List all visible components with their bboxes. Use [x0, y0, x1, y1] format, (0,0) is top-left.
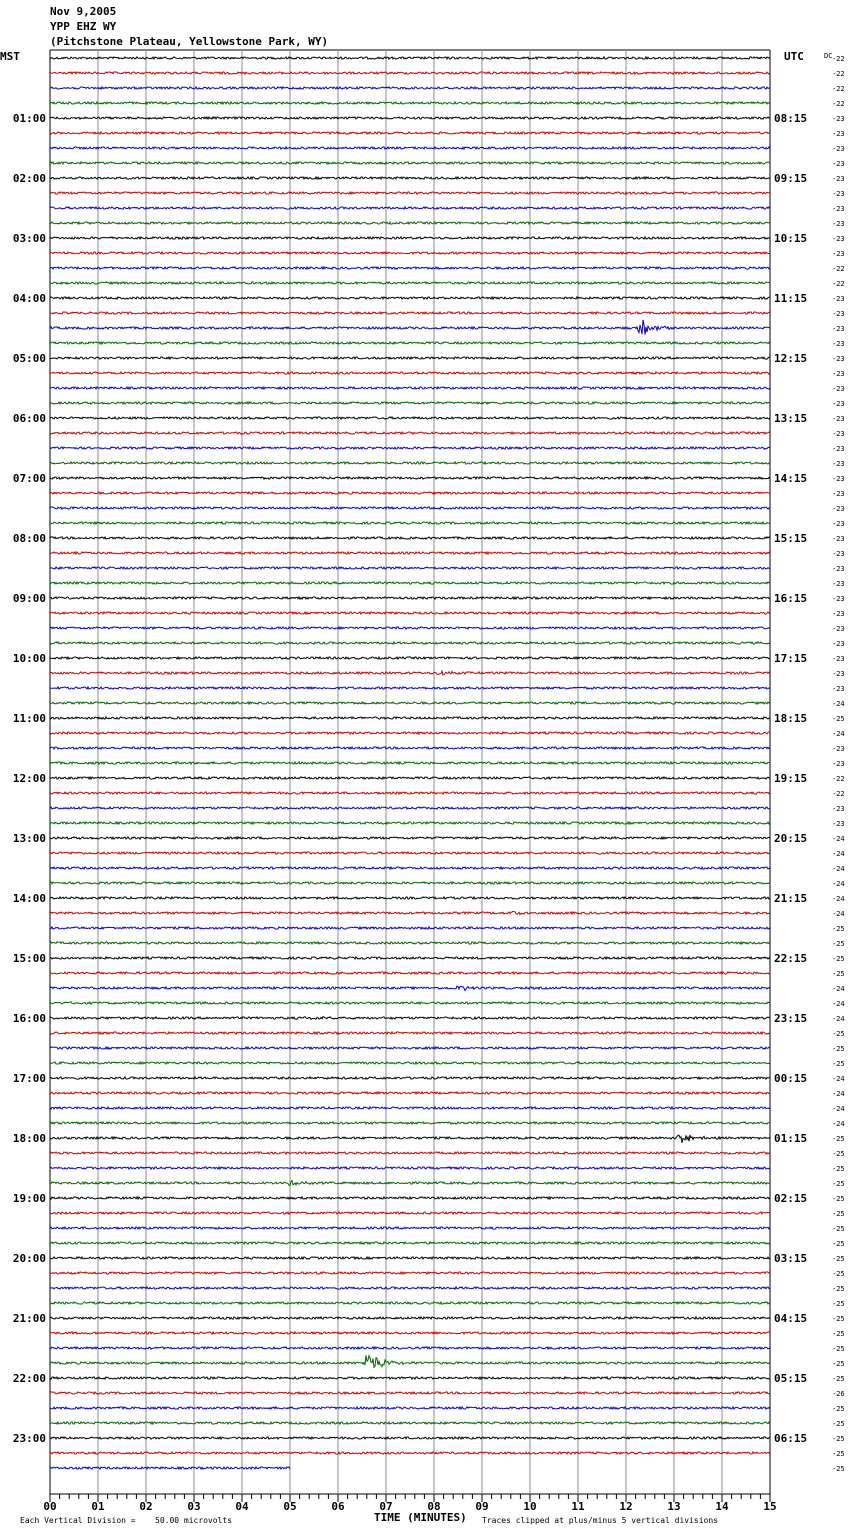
- trace-row: [50, 837, 770, 839]
- trace-row: [50, 162, 770, 164]
- trace-row: [50, 87, 770, 89]
- dc-offset-label: -22: [832, 265, 845, 273]
- right-hour-label: 19:15: [774, 772, 808, 785]
- right-hour-label: 18:15: [774, 712, 808, 725]
- dc-offset-label: -23: [832, 370, 845, 378]
- trace-row: [50, 507, 770, 509]
- dc-offset-label: -22: [832, 280, 845, 288]
- x-tick-label: 13: [667, 1500, 681, 1513]
- dc-offset-label: -23: [832, 670, 845, 678]
- scale-value: 50.00 microvolts: [155, 1516, 233, 1525]
- dc-offset-label: -23: [832, 385, 845, 393]
- right-hour-label: 02:15: [774, 1192, 808, 1205]
- left-hour-label: 03:00: [12, 232, 46, 245]
- dc-offset-label: -25: [832, 1240, 845, 1248]
- trace-row: [50, 342, 770, 344]
- dc-offset-label: -23: [832, 400, 845, 408]
- dc-offset-label: -23: [832, 235, 845, 243]
- right-hour-label: 21:15: [774, 892, 808, 905]
- dc-offset-label: -23: [832, 145, 845, 153]
- dc-offset-label: -22: [832, 70, 845, 78]
- x-tick-label: 12: [619, 1500, 633, 1513]
- trace-row: [50, 911, 770, 914]
- trace-row: [50, 582, 770, 584]
- dc-offset-label: -23: [832, 520, 845, 528]
- right-hour-label: 04:15: [774, 1312, 808, 1325]
- right-hour-label: 05:15: [774, 1372, 808, 1385]
- trace-row: [50, 972, 770, 974]
- dc-offset-header: DC: [824, 52, 833, 60]
- dc-offset-label: -23: [832, 640, 845, 648]
- x-tick-label: 06: [331, 1500, 345, 1513]
- trace-row: [50, 357, 770, 359]
- trace-row: [50, 207, 770, 209]
- trace-row: [50, 1422, 770, 1424]
- left-hour-label: 06:00: [12, 412, 46, 425]
- trace-row: [50, 1212, 770, 1214]
- dc-offset-label: -24: [832, 1090, 845, 1098]
- dc-offset-label: -25: [832, 1060, 845, 1068]
- trace-row: [50, 762, 770, 764]
- left-hour-label: 22:00: [12, 1372, 46, 1385]
- trace-row: [50, 1347, 770, 1349]
- dc-offset-label: -25: [832, 970, 845, 978]
- trace-row: [50, 1227, 770, 1229]
- left-hour-label: 08:00: [12, 532, 46, 545]
- dc-offset-label: -23: [832, 460, 845, 468]
- dc-offset-label: -23: [832, 295, 845, 303]
- x-tick-label: 02: [139, 1500, 153, 1513]
- trace-row: [50, 267, 770, 269]
- dc-offset-label: -23: [832, 130, 845, 138]
- right-timezone-label: UTC: [784, 50, 804, 63]
- dc-offset-label: -23: [832, 580, 845, 588]
- trace-row: [50, 1107, 770, 1109]
- trace-row: [50, 1332, 770, 1334]
- dc-offset-label: -25: [832, 1270, 845, 1278]
- x-tick-label: 10: [523, 1500, 537, 1513]
- dc-offset-label: -23: [832, 355, 845, 363]
- trace-row: [50, 477, 770, 479]
- trace-row: [50, 1017, 770, 1020]
- dc-offset-label: -23: [832, 325, 845, 333]
- trace-row: [50, 1287, 770, 1289]
- dc-offset-label: -23: [832, 760, 845, 768]
- trace-row: [50, 1122, 770, 1124]
- dc-offset-label: -23: [832, 625, 845, 633]
- dc-offset-label: -22: [832, 790, 845, 798]
- station-code: YPP EHZ WY: [50, 20, 117, 33]
- left-hour-label: 19:00: [12, 1192, 46, 1205]
- dc-offset-label: -24: [832, 880, 845, 888]
- trace-row: [50, 642, 770, 644]
- left-hour-label: 07:00: [12, 472, 46, 485]
- right-hour-label: 20:15: [774, 832, 808, 845]
- right-hour-label: 06:15: [774, 1432, 808, 1445]
- trace-row: [50, 747, 770, 749]
- dc-offset-label: -23: [832, 205, 845, 213]
- trace-row: [50, 882, 770, 884]
- trace-row: [50, 222, 770, 224]
- left-hour-label: 09:00: [12, 592, 46, 605]
- trace-row: [50, 612, 770, 614]
- trace-row: [50, 312, 770, 314]
- dc-offset-label: -25: [832, 1450, 845, 1458]
- dc-offset-label: -23: [832, 220, 845, 228]
- trace-row: [50, 1437, 770, 1439]
- dc-offset-label: -25: [832, 1030, 845, 1038]
- trace-row: [50, 732, 770, 734]
- trace-row: [50, 702, 770, 704]
- left-hour-label: 14:00: [12, 892, 46, 905]
- trace-row: [50, 1062, 770, 1064]
- dc-offset-label: -25: [832, 1285, 845, 1293]
- trace-row: [50, 177, 770, 179]
- left-hour-label: 23:00: [12, 1432, 46, 1445]
- x-tick-label: 01: [91, 1500, 105, 1513]
- trace-row: [50, 432, 770, 434]
- trace-row: [50, 1047, 770, 1049]
- dc-offset-label: -23: [832, 160, 845, 168]
- dc-offset-label: -23: [832, 535, 845, 543]
- right-hour-label: 23:15: [774, 1012, 808, 1025]
- trace-row: [50, 237, 770, 239]
- dc-offset-label: -25: [832, 940, 845, 948]
- trace-row: [50, 57, 770, 59]
- x-tick-label: 15: [763, 1500, 777, 1513]
- right-hour-label: 01:15: [774, 1132, 808, 1145]
- right-hour-label: 13:15: [774, 412, 808, 425]
- dc-offset-label: -24: [832, 1105, 845, 1113]
- right-hour-label: 12:15: [774, 352, 808, 365]
- dc-offset-label: -24: [832, 985, 845, 993]
- trace-row: [50, 942, 770, 944]
- trace-row: [50, 282, 770, 284]
- trace-row: [50, 1092, 770, 1094]
- dc-offset-label: -23: [832, 430, 845, 438]
- dc-offset-label: -23: [832, 505, 845, 513]
- dc-offset-label: -24: [832, 1120, 845, 1128]
- trace-row: [50, 567, 770, 569]
- dc-offset-label: -23: [832, 745, 845, 753]
- right-hour-label: 14:15: [774, 472, 808, 485]
- trace-row: [50, 1355, 770, 1367]
- dc-offset-label: -25: [832, 1435, 845, 1443]
- right-hour-label: 08:15: [774, 112, 808, 125]
- dc-offset-label: -25: [832, 1360, 845, 1368]
- dc-offset-label: -25: [832, 1375, 845, 1383]
- station-location: (Pitchstone Plateau, Yellowstone Park, WY): [50, 35, 329, 48]
- left-hour-label: 02:00: [12, 172, 46, 185]
- dc-offset-label: -25: [832, 715, 845, 723]
- dc-offset-label: -25: [832, 1225, 845, 1233]
- trace-row: [50, 117, 770, 119]
- trace-row: [50, 897, 770, 899]
- trace-row: [50, 1002, 770, 1004]
- trace-row: [50, 552, 770, 554]
- dc-offset-label: -25: [832, 1045, 845, 1053]
- trace-row: [50, 1272, 770, 1274]
- trace-row: [50, 522, 770, 524]
- trace-row: [50, 777, 770, 779]
- dc-offset-label: -23: [832, 340, 845, 348]
- x-tick-label: 11: [571, 1500, 585, 1513]
- trace-row: [50, 72, 770, 74]
- dc-offset-label: -24: [832, 865, 845, 873]
- x-tick-label: 00: [43, 1500, 57, 1513]
- dc-offset-label: -24: [832, 895, 845, 903]
- dc-offset-label: -26: [832, 1390, 845, 1398]
- trace-row: [50, 387, 770, 389]
- trace-row: [50, 1377, 770, 1379]
- dc-offset-label: -25: [832, 1330, 845, 1338]
- right-hour-label: 11:15: [774, 292, 808, 305]
- x-tick-label: 14: [715, 1500, 729, 1513]
- dc-offset-label: -25: [832, 1315, 845, 1323]
- trace-row: [50, 1077, 770, 1079]
- trace-row: [50, 687, 770, 689]
- trace-row: [50, 297, 770, 299]
- dc-offset-label: -22: [832, 55, 845, 63]
- left-hour-label: 18:00: [12, 1132, 46, 1145]
- trace-row: [50, 927, 770, 929]
- trace-row: [50, 717, 770, 719]
- dc-offset-label: -23: [832, 595, 845, 603]
- trace-row: [50, 1242, 770, 1244]
- dc-offset-label: -23: [832, 610, 845, 618]
- left-hour-label: 10:00: [12, 652, 46, 665]
- trace-row: [50, 1302, 770, 1304]
- left-hour-label: 20:00: [12, 1252, 46, 1265]
- trace-row: [50, 1452, 770, 1454]
- scale-prefix: Each Vertical Division =: [20, 1516, 136, 1525]
- dc-offset-label: -23: [832, 475, 845, 483]
- dc-offset-label: -23: [832, 685, 845, 693]
- x-tick-label: 05: [283, 1500, 297, 1513]
- trace-row: [50, 462, 770, 464]
- dc-offset-label: -25: [832, 1195, 845, 1203]
- right-hour-label: 17:15: [774, 652, 808, 665]
- x-tick-label: 09: [475, 1500, 489, 1513]
- dc-offset-label: -23: [832, 190, 845, 198]
- dc-offset-label: -25: [832, 1345, 845, 1353]
- dc-offset-label: -22: [832, 85, 845, 93]
- dc-offset-label: -25: [832, 1255, 845, 1263]
- trace-row: [50, 1197, 770, 1199]
- x-tick-label: 04: [235, 1500, 249, 1513]
- left-hour-label: 04:00: [12, 292, 46, 305]
- trace-row: [50, 372, 770, 374]
- x-axis-title: TIME (MINUTES): [374, 1511, 467, 1524]
- trace-row: [50, 492, 770, 494]
- dc-offset-label: -24: [832, 850, 845, 858]
- dc-offset-label: -23: [832, 250, 845, 258]
- right-hour-label: 00:15: [774, 1072, 808, 1085]
- left-hour-label: 01:00: [12, 112, 46, 125]
- right-hour-label: 03:15: [774, 1252, 808, 1265]
- left-hour-label: 16:00: [12, 1012, 46, 1025]
- dc-offset-label: -24: [832, 910, 845, 918]
- trace-row: [50, 447, 770, 449]
- trace-row: [50, 1257, 770, 1259]
- dc-offset-label: -25: [832, 955, 845, 963]
- right-hour-label: 16:15: [774, 592, 808, 605]
- trace-row: [50, 320, 770, 335]
- left-hour-label: 05:00: [12, 352, 46, 365]
- dc-offset-label: -24: [832, 835, 845, 843]
- trace-row: [50, 957, 770, 959]
- dc-offset-label: -23: [832, 115, 845, 123]
- trace-row: [50, 657, 770, 659]
- dc-offset-label: -23: [832, 550, 845, 558]
- trace-row: [50, 671, 770, 675]
- trace-row: [50, 852, 770, 854]
- trace-row: [50, 867, 770, 869]
- dc-offset-label: -24: [832, 730, 845, 738]
- trace-row: [50, 1032, 770, 1034]
- record-date: Nov 9,2005: [50, 5, 117, 18]
- trace-row: [50, 1407, 770, 1409]
- dc-offset-label: -25: [832, 1405, 845, 1413]
- trace-row: [50, 807, 770, 809]
- dc-offset-label: -25: [832, 1420, 845, 1428]
- left-hour-label: 15:00: [12, 952, 46, 965]
- left-hour-label: 12:00: [12, 772, 46, 785]
- trace-row: [50, 1181, 770, 1186]
- dc-offset-label: -23: [832, 490, 845, 498]
- dc-offset-label: -24: [832, 700, 845, 708]
- trace-row: [50, 1317, 770, 1319]
- clip-note: Traces clipped at plus/minus 5 vertical divisions: [482, 1516, 719, 1525]
- trace-row: [50, 1167, 770, 1169]
- left-timezone-label: MST: [0, 50, 20, 63]
- dc-offset-label: -23: [832, 820, 845, 828]
- trace-row: [50, 1152, 770, 1154]
- trace-row: [50, 986, 770, 990]
- dc-offset-label: -24: [832, 1000, 845, 1008]
- right-hour-label: 10:15: [774, 232, 808, 245]
- trace-row: [50, 1135, 770, 1143]
- trace-row: [50, 192, 770, 194]
- dc-offset-label: -25: [832, 1210, 845, 1218]
- right-hour-label: 22:15: [774, 952, 808, 965]
- trace-row: [50, 102, 770, 104]
- dc-offset-label: -25: [832, 1165, 845, 1173]
- trace-row: [50, 132, 770, 134]
- trace-row: [50, 402, 770, 404]
- dc-offset-label: -25: [832, 1135, 845, 1143]
- right-hour-label: 09:15: [774, 172, 808, 185]
- dc-offset-label: -23: [832, 415, 845, 423]
- left-hour-label: 17:00: [12, 1072, 46, 1085]
- dc-offset-label: -22: [832, 775, 845, 783]
- trace-row: [50, 627, 770, 629]
- dc-offset-label: -24: [832, 1015, 845, 1023]
- dc-offset-label: -23: [832, 805, 845, 813]
- dc-offset-label: -25: [832, 1150, 845, 1158]
- dc-offset-label: -25: [832, 1180, 845, 1188]
- x-tick-label: 03: [187, 1500, 201, 1513]
- x-tick-label: 08: [427, 1500, 441, 1513]
- trace-row: [50, 1392, 770, 1394]
- dc-offset-label: -25: [832, 1300, 845, 1308]
- dc-offset-label: -23: [832, 565, 845, 573]
- trace-row: [50, 417, 770, 419]
- dc-offset-label: -24: [832, 1075, 845, 1083]
- dc-offset-label: -25: [832, 1465, 845, 1473]
- trace-row: [50, 147, 770, 149]
- trace-row: [50, 1467, 290, 1469]
- x-tick-label: 07: [379, 1500, 393, 1513]
- dc-offset-label: -22: [832, 100, 845, 108]
- trace-row: [50, 597, 770, 599]
- dc-offset-label: -23: [832, 310, 845, 318]
- left-hour-label: 11:00: [12, 712, 46, 725]
- trace-row: [50, 252, 770, 254]
- dc-offset-label: -23: [832, 655, 845, 663]
- right-hour-label: 15:15: [774, 532, 808, 545]
- dc-offset-label: -23: [832, 175, 845, 183]
- trace-row: [50, 792, 770, 794]
- trace-row: [50, 537, 770, 539]
- dc-offset-label: -25: [832, 925, 845, 933]
- trace-row: [50, 822, 770, 824]
- left-hour-label: 13:00: [12, 832, 46, 845]
- left-hour-label: 21:00: [12, 1312, 46, 1325]
- dc-offset-label: -23: [832, 445, 845, 453]
